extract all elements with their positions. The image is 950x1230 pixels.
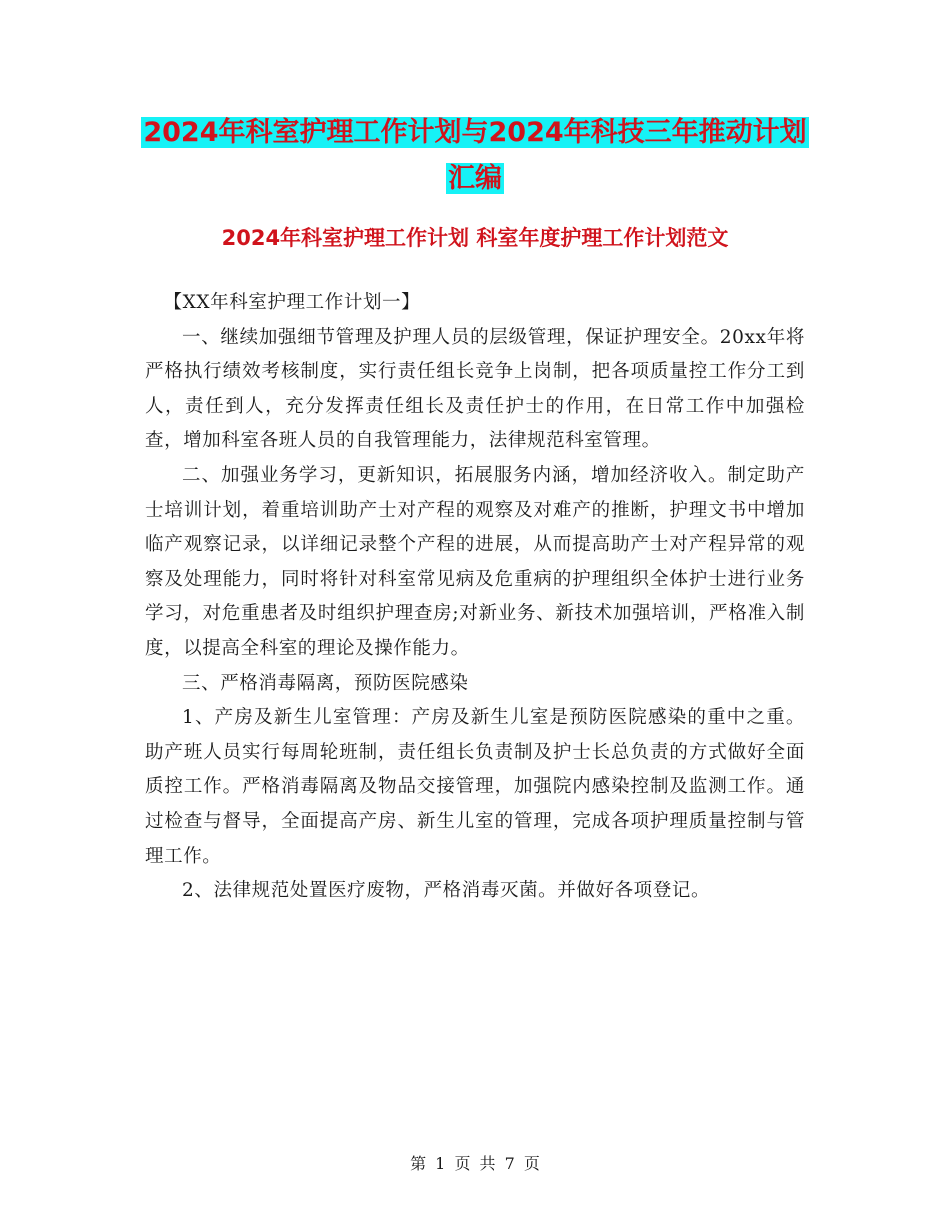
title-line-2	[0, 156, 950, 202]
paragraph-4: 1、产房及新生儿室管理：产房及新生儿室是预防医院感染的重中之重。助产班人员实行每周轮班制，责任组长负责制及护士长总负责的方式做好全面质控工作。严格消毒隔离及物品交接管理，加强院内感染控制及监测工作。通过检查与督导，全面提高产房、新生儿室的管理，完成各项护理质量控制与管理工作。	[145, 707, 805, 867]
paragraph-5: 2、法律规范处置医疗废物，严格消毒灭菌。并做好各项登记。	[182, 880, 711, 902]
paragraph-1: 一、继续加强细节管理及护理人员的层级管理，保证护理安全。20xx年将严格执行绩效考核制度，实行责任组长竞争上岗制，把各项质量控工作分工到人，责任到人，充分发挥责任组长及责任护士的作用，在日常工作中加强检查，增加科室各班人员的自我管理能力，法律规范科室管理。	[145, 326, 805, 452]
paragraph-3: 三、严格消毒隔离，预防医院感染	[182, 672, 469, 694]
paragraph-2: 二、加强业务学习，更新知识，拓展服务内涵，增加经济收入。制定助产士培训计划，着重培训助产士对产程的观察及对难产的推断，护理文书中增加临产观察记录，以详细记录整个产程的进展，从而提高助产士对产程异常的观察及处理能力，同时将针对科室常见病及危重病的护理组织全体护士进行业务学习，对危重患者及时组织护理查房;对新业务、新技术加强培训，严格准入制度，以提高全科室的理论及操作能力。	[145, 464, 805, 659]
document-body	[145, 286, 805, 909]
document-title	[0, 110, 950, 202]
section-heading: 【XX年科室护理工作计划一】	[163, 292, 421, 313]
title-highlight-1: 2024年科室护理工作计划与2024年科技三年推动计划	[143, 117, 807, 148]
title-line-1	[0, 110, 950, 156]
document-subtitle: 2024年科室护理工作计划 科室年度护理工作计划范文	[221, 226, 729, 250]
title-highlight-2: 汇编	[448, 163, 502, 194]
page-footer: 第 1 页 共 7 页	[410, 1154, 540, 1173]
